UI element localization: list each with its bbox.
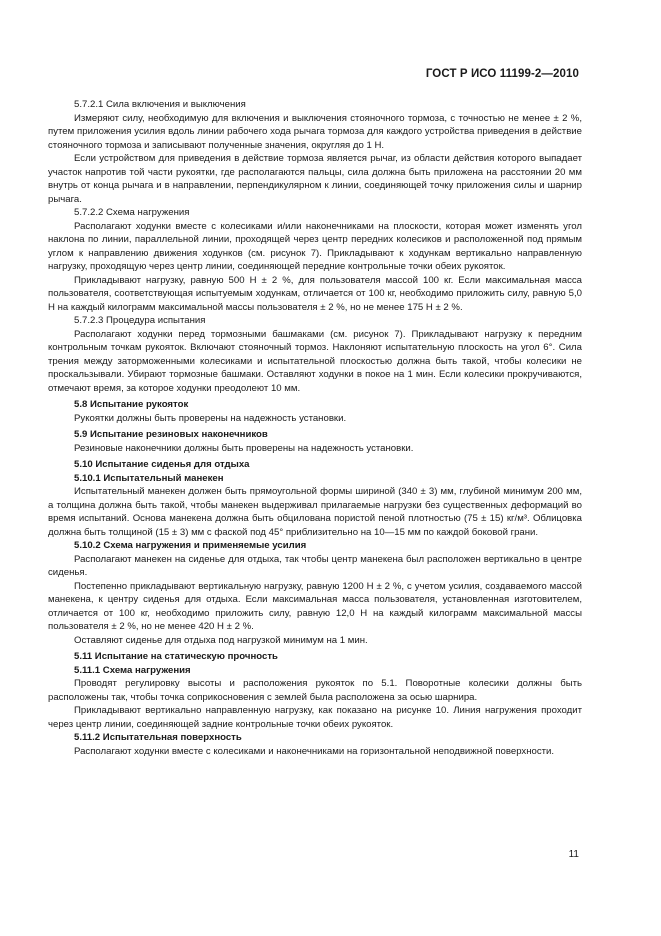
paragraph: Если устройством для приведения в действие тормоза является рычаг, из области действия которого выпадает участок напротив той части рукоятки, где располагаются пальцы, сила должна быть приложена на расстоянии 20 мм внутрь от конца рычага и в направлении, перпендикулярном к линии, соединяющей точку приложения силы и шарнир рычага. [48,153,582,205]
paragraph: Прикладывают нагрузку, равную 500 Н ± 2 %, для пользователя массой 100 кг. Если максимальная масса пользователя, соответствующая испытуемым ходункам, отличается от 100 кг, необходимо приложить силу, равную 5,0 Н на каждый килограмм максимальной массы пользователя ± 2 %, но не менее 175 Н ± 2 %. [48,274,582,313]
paragraph: Оставляют сиденье для отдыха под нагрузкой минимум на 1 мин. [74,634,368,646]
paragraph: Резиновые наконечники должны быть проверены на надежность установки. [74,442,414,454]
section-5-8-heading: 5.8 Испытание рукояток [74,399,189,410]
paragraph: Рукоятки должны быть проверены на надежность установки. [74,412,347,424]
clause-5-10-1-heading: 5.10.1 Испытательный манекен [74,472,224,484]
document-body [48,98,582,758]
page-number: 11 [568,849,579,860]
paragraph: Располагают манекен на сиденье для отдыха, так чтобы центр манекена был расположен вертикально в центре сиденья. [48,553,582,578]
clause-5-11-1-heading: 5.11.1 Схема нагружения [74,664,191,676]
section-5-11-heading: 5.11 Испытание на статическую прочность [74,651,278,662]
document-code-header: ГОСТ Р ИСО 11199-2—2010 [425,68,579,80]
paragraph: Проводят регулировку высоты и расположения рукояток по 5.1. Поворотные колесики должны быть расположены так, чтобы точка соприкосновения с землей была расположена за осью шарнира. [48,678,582,703]
clause-5-11-2-heading: 5.11.2 Испытательная поверхность [74,732,242,743]
paragraph: Прикладывают вертикально направленную нагрузку, как показано на рисунке 10. Линия нагружения проходит через центр линии, соединяющей задние контрольные точки обеих рукояток. [48,705,582,730]
paragraph: Располагают ходунки вместе с колесиками и/или наконечниками на плоскости, которая может изменять угол наклона по линии, параллельной линии, проходящей через центр передних колесиков и расположенной под прямым углом к направлению движения ходунков (см. рисунок 7). Прикладывают к ходункам вертикально направленную нагрузку, проходящую через центр линии, соединяющей передние контрольные точки обеих рукояток. [48,220,582,272]
paragraph: Испытательный манекен должен быть прямоугольной формы шириной (340 ± 3) мм, глубиной минимум 200 мм, а толщина должна быть такой, чтобы манекен выдерживал прилагаемые нагрузки без существенных деформаций во время испытаний. Основа манекена должна быть обцилована пористой пеной плотностью (75 ± 15) кг/м³. Облицовка должна быть толщиной (15 ± 3) мм с фаской под 45° приблизительно на 10—15 мм по каждой боковой грани. [48,486,582,538]
paragraph: Постепенно прикладывают вертикальную нагрузку, равную 1200 Н ± 2 %, с учетом усилия, создаваемого массой манекена, к центру сиденья для отдыха. Если максимальная масса пользователя, установленная изготовителем, отличается от 100 кг, необходимо приложить силу, равную 12,0 Н на каждый килограмм максимальной массы пользователя ± 2 %, но не менее 420 Н ± 2 %. [48,580,582,632]
section-5-9-heading: 5.9 Испытание резиновых наконечников [74,429,268,440]
paragraph: Располагают ходунки перед тормозными башмаками (см. рисунок 7). Прикладывают нагрузку к передним контрольным точкам рукояток. Включают стояночный тормоз. Наклоняют испытательную плоскость на угол 6°. Сила трения между заторможенными колесиками и испытательной плоскостью должна быть такой, чтобы колесики не проскальзывали. Убирают тормозные башмаки. Оставляют ходунки в покое на 1 мин. Если колесики прокручиваются, отмечают время, за которое ходунки преодолеют 10 мм. [48,328,582,394]
section-5-10-heading: 5.10 Испытание сиденья для отдыха [74,459,250,470]
clause-5-10-2-heading: 5.10.2 Схема нагружения и применяемые усилия [74,540,307,551]
clause-5-7-2-3-heading: 5.7.2.3 Процедура испытания [74,315,206,326]
paragraph: Измеряют силу, необходимую для включения и выключения стояночного тормоза, с точностью не менее ± 2 %, путем приложения усилия вдоль линии рабочего хода рычага тормоза для каждого устройства приведения в действие стояночного тормоза и записывают полученные значения, округляя до 1 Н. [48,112,582,151]
clause-5-7-2-1-heading: 5.7.2.1 Сила включения и выключения [74,99,246,110]
clause-5-7-2-2-heading: 5.7.2.2 Схема нагружения [74,207,190,218]
paragraph: Располагают ходунки вместе с колесиками и наконечниками на горизонтальной неподвижной поверхности. [74,745,555,757]
